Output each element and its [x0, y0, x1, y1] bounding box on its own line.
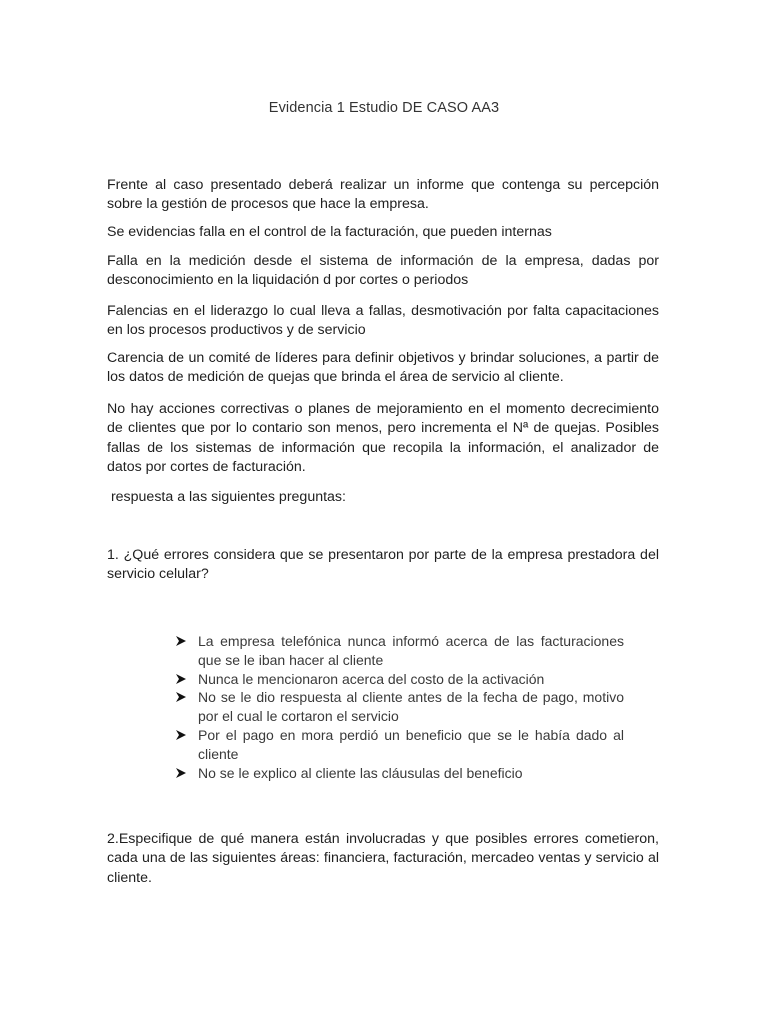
question-2: 2.Especifique de qué manera están involucradas y que posibles errores cometieron, cada una de las siguientes áreas: financiera, facturación, mercadeo ventas y servicio al cliente. [107, 831, 659, 886]
answer-bullet-list [174, 632, 624, 782]
document-title: Evidencia 1 Estudio DE CASO AA3 [268, 100, 500, 116]
list-item [174, 726, 624, 764]
list-item [174, 632, 624, 670]
paragraph-questions-intro: respuesta a las siguientes preguntas: [107, 489, 346, 505]
paragraph-committee: Carencia de un comité de líderes para definir objetivos y brindar soluciones, a partir de los datos de medición de quejas que brinda el área de servicio al cliente. [107, 350, 659, 386]
arrowhead-bullet-icon [174, 632, 188, 650]
arrowhead-bullet-icon [174, 670, 188, 688]
paragraph-measurement: Falla en la medición desde el sistema de información de la empresa, dadas por desconocimiento en la liquidación d por cortes o periodos [107, 253, 659, 289]
arrowhead-bullet-icon [174, 764, 188, 782]
arrowhead-bullet-icon [174, 726, 188, 744]
paragraph-intro: Frente al caso presentado deberá realizar un informe que contenga su percepción sobre la gestión de procesos que hace la empresa. [107, 177, 659, 213]
list-item [174, 764, 624, 783]
paragraph-billing-control: Se evidencias falla en el control de la facturación, que pueden internas [107, 224, 552, 240]
list-item [174, 688, 624, 726]
question-1: 1. ¿Qué errores considera que se presentaron por parte de la empresa prestadora del servicio celular? [107, 547, 659, 583]
list-item-text: No se le explico al cliente las cláusulas del beneficio [198, 764, 523, 781]
list-item-text: Por el pago en mora perdió un beneficio que se le había dado al cliente [198, 726, 624, 762]
list-item-text: La empresa telefónica nunca informó acerca de las facturaciones que se le iban hacer al cliente [198, 633, 624, 668]
list-item-text: No se le dio respuesta al cliente antes de la fecha de pago, motivo por el cual le cortaron el servicio [198, 689, 624, 725]
list-item [174, 670, 624, 689]
paragraph-leadership: Falencias en el liderazgo lo cual lleva a fallas, desmotivación por falta capacitaciones en los procesos productivos y de servicio [107, 303, 659, 339]
arrowhead-bullet-icon [174, 688, 188, 706]
list-item-text: Nunca le mencionaron acerca del costo de la activación [198, 670, 545, 687]
paragraph-corrective-actions: No hay acciones correctivas o planes de mejoramiento en el momento decrecimiento de clientes que por lo contario son menos, pero incrementa el Nª de quejas. Posibles fallas de los sistemas de información que recopila la información, el analizador de datos por cortes de facturación. [107, 401, 659, 476]
